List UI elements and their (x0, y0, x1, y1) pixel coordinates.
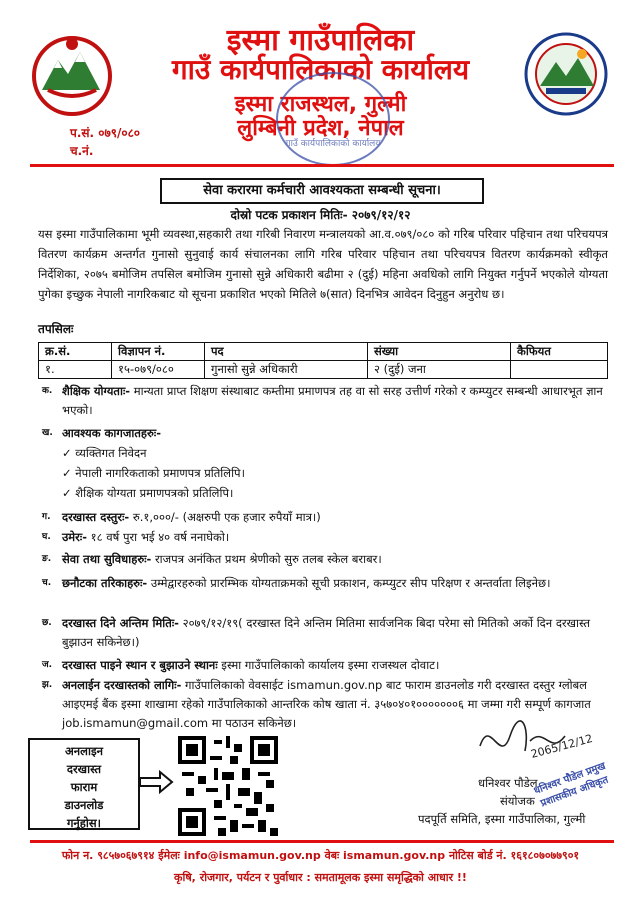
item-label: अनलाईन दरखास्तको लागिः- (62, 678, 182, 692)
nepal-emblem-icon (28, 30, 116, 118)
item-marker: झ. (42, 680, 53, 690)
item-label: शैक्षिक योग्यताः- (62, 384, 131, 398)
item-label: दरखास्त पाइने स्थान र बुझाउने स्थानः (62, 658, 218, 672)
item-marker: क. (42, 386, 53, 396)
footer-divider (30, 840, 614, 843)
office-title-line2: गाउँ कार्यपालिकाको कार्यालय (171, 53, 470, 86)
cell-count: २ (दुई) जना (368, 361, 511, 379)
cell-advert-no: १५-०७९/०८० (112, 361, 205, 379)
col-header-post: पद (205, 343, 368, 361)
item-label: छनौटका तरिकाहरुः- (62, 576, 148, 590)
item-marker: छ. (42, 618, 52, 628)
item-text: इस्मा गाउँपालिकाको कार्यालय इस्मा राजस्थल दोवाट। (217, 658, 440, 672)
item-label: उमेरः- (62, 530, 87, 544)
item-selection (42, 574, 612, 593)
download-callout-box: अनलाइन दरखास्त फाराम डाउनलोड गर्नुहोस। (28, 738, 140, 830)
col-header-count: संख्या (368, 343, 511, 361)
footer-contact: फोन न. ९८५७०६७९१४ ईमेलः info@ismamun.gov.np वेबः ismamun.gov.np नोटिस बोर्ड नं. १६१८०७०७७९०१ (61, 849, 580, 862)
office-stamp-top (276, 72, 390, 166)
item-label: आवश्यक कागजातहरुः- (62, 426, 161, 440)
item-qualification (42, 382, 612, 420)
col-header-serial: क्र.सं. (39, 343, 112, 361)
cell-remarks (511, 361, 608, 379)
qr-code-icon[interactable] (178, 736, 278, 836)
item-text: १८ वर्ष पुरा भई ४० वर्ष ननाघेको। (86, 530, 230, 544)
item-marker: ज. (42, 660, 53, 670)
municipality-logo-icon (522, 30, 610, 118)
list-item: ✓ नेपाली नागरिकताको प्रमाणपत्र प्रतिलिपि। (62, 466, 245, 480)
item-location (42, 656, 612, 675)
item-text: रु.१,०००/- (अक्षरुपी एक हजार रुपैयाँ मात्र।) (129, 510, 321, 524)
item-text: उम्मेद्वारहरुको प्रारम्भिक योग्यताक्रमको सूची प्रकाशन, कम्प्युटर सीप परिक्षण र अन्तर्वाता लिइनेछ। (147, 576, 551, 590)
footer-slogan: कृषि, रोजगार, पर्यटन र पुर्वाधार : समतामूलक इस्मा समृद्धिको आधार !! (174, 871, 467, 884)
office-title-line1: इस्मा गाउँपालिका (226, 23, 415, 58)
item-age (42, 528, 612, 547)
item-benefits (42, 550, 612, 569)
office-address-line1: इस्मा राजस्थल, गुल्मी (234, 92, 407, 117)
svg-text:2065/12/12: 2065/12/12 (529, 731, 595, 761)
item-fee (42, 508, 612, 527)
item-marker: ख. (42, 428, 53, 438)
item-deadline (42, 614, 612, 652)
office-address-line2: लुम्बिनी प्रदेश, नेपाल (237, 116, 404, 141)
vacancy-table (38, 342, 608, 379)
table-row (39, 361, 608, 379)
arrow-right-icon (140, 770, 174, 794)
publication-date: दोस्रो पटक प्रकाशन मितिः- २०७९/१२/१२ (230, 208, 411, 222)
item-marker: घ. (42, 532, 51, 542)
item-label: दरखास्त दिने अन्तिम मितिः- (62, 616, 179, 630)
signatory-role: संयोजक (500, 794, 535, 808)
item-text: २०७९/१२/१९( दरखास्त दिने अन्तिम मितिमा सार्वजनिक बिदा परेमा सो मितिको अर्को दिन दरखास्त बुझाउन सकिनेछ।) (62, 616, 591, 649)
notice-paragraph: यस इस्मा गाउँपालिकामा भूमी व्यवस्था,सहकारी तथा गरिबी निवारण मन्त्रालयको आ.व.०७९/०८० को गरिब परिवार पहिचान तथा परिचयपत्र वितरण कार्यक्रम अन्तर्गत गुनासो सुनुवाई कार्य संचालनका लागि गरिब परिवार पहिचान तथा परिचयपत्र वितरण कार्यक्रमको स्वीकृत निर्देशिका, २०७५ बमोजिम तपसिल बमोजिम गुनासो सुन्ने अधिकारी बढीमा २ (दुई) महिना अवधिको लागि नियुक्त गर्नुपर्ने भएकोले योग्यता पुगेका इच्छुक नेपाली नागरिकबाट यो सूचना प्रकाशित भएको मितिले ७(सात) दिनभित्र आवेदन दिनुहुन अनुरोध छ। (38, 227, 608, 301)
cell-serial: १. (39, 361, 112, 379)
ps-number: प.सं. ०७९/०८० (70, 126, 141, 140)
item-marker: ङ. (42, 554, 52, 564)
col-header-advert-no: विज्ञापन नं. (112, 343, 205, 361)
reference-block (70, 124, 140, 160)
stamp-top-text: गाउँ कार्यपालिकाको कार्यालय (285, 139, 381, 149)
signatory-organization: पदपूर्ति समिति, इस्मा गाउँपालिका, गुल्मी (418, 812, 586, 826)
item-documents (42, 424, 612, 443)
cell-post: गुनासो सुन्ने अधिकारी (205, 361, 368, 379)
item-label: दरखास्त दस्तुरः- (62, 510, 130, 524)
item-marker: च. (42, 578, 52, 588)
item-marker: ग. (42, 512, 51, 522)
signature-stamp: धनिश्वर पौडेल प्रमुख प्रशासकीय अधिकृत (532, 760, 610, 810)
notice-title: सेवा करारमा कर्मचारी आवश्यकता सम्बन्धी सूचना। (160, 178, 484, 204)
header-divider (30, 164, 614, 167)
item-text: राजपत्र अनंकित प्रथम श्रेणीको सुरु तलब स्केल बराबर। (151, 552, 382, 566)
table-header-row (39, 343, 608, 361)
signatory-name: धनिश्वर पौडेल (478, 776, 538, 790)
item-text: मान्यता प्राप्त शिक्षण संस्थाबाट कम्तीमा प्रमाणपत्र तह वा सो सरह उत्तीर्ण गरेको र कम्प्युटर सम्बन्धी आधारभूत ज्ञान भएको। (62, 384, 603, 417)
details-heading: तपसिलः (38, 322, 74, 336)
ch-number: च.नं. (70, 144, 94, 158)
item-label: सेवा तथा सुविधाहरुः- (62, 552, 152, 566)
list-item: ✓ शैक्षिक योग्यता प्रमाणपत्रको प्रतिलिपि। (62, 486, 234, 500)
item-text: गाउँपालिकाको वेवसाईट ismamun.gov.np बाट फाराम डाउनलोड गरी दरखास्त दस्तुर ग्लोबल आइएमई बैंक इस्मा शाखामा रहेको गाउँपालिकाको आन्तरिक कोष खाता नं. ३५७०४०१०००००००६ मा जम्मा गरी सम्पूर्ण कागजात job.ismamun@gmail.com मा पठाउन सकिनेछ। (62, 678, 591, 730)
list-item: ✓ व्यक्तिगत निवेदन (62, 446, 147, 460)
col-header-remarks: कैफियत (511, 343, 608, 361)
